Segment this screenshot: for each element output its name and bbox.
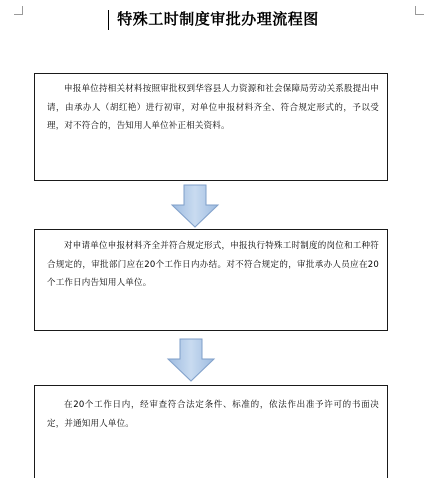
flow-step-3-text: 在20个工作日内，经审查符合法定条件、标准的，依法作出准予许可的书面决定，并通知用人单位。 — [47, 400, 379, 429]
page-title: 特殊工时制度审批办理流程图 — [117, 10, 319, 28]
flow-step-2 — [34, 229, 388, 331]
flow-step-3 — [34, 385, 388, 478]
down-arrow-icon — [166, 338, 216, 382]
flow-step-2-text: 对申请单位申报材料齐全并符合规定形式，申报执行特殊工时制度的岗位和工种符合规定的，审批部门应在20个工作日内办结。对不符合规定的，审批承办人员应在20个工作日内告知用人单位。 — [47, 241, 379, 288]
flow-step-1 — [34, 73, 388, 181]
flow-step-1-text: 申报单位持相关材料按照审批权到华容县人力资源和社会保障局劳动关系股提出申请，由承办人（胡红艳）进行初审，对单位申报材料齐全、符合规定形式的，予以受理，对不符合的，告知用人单位补正相关资料。 — [47, 84, 379, 131]
down-arrow-icon — [170, 184, 220, 228]
